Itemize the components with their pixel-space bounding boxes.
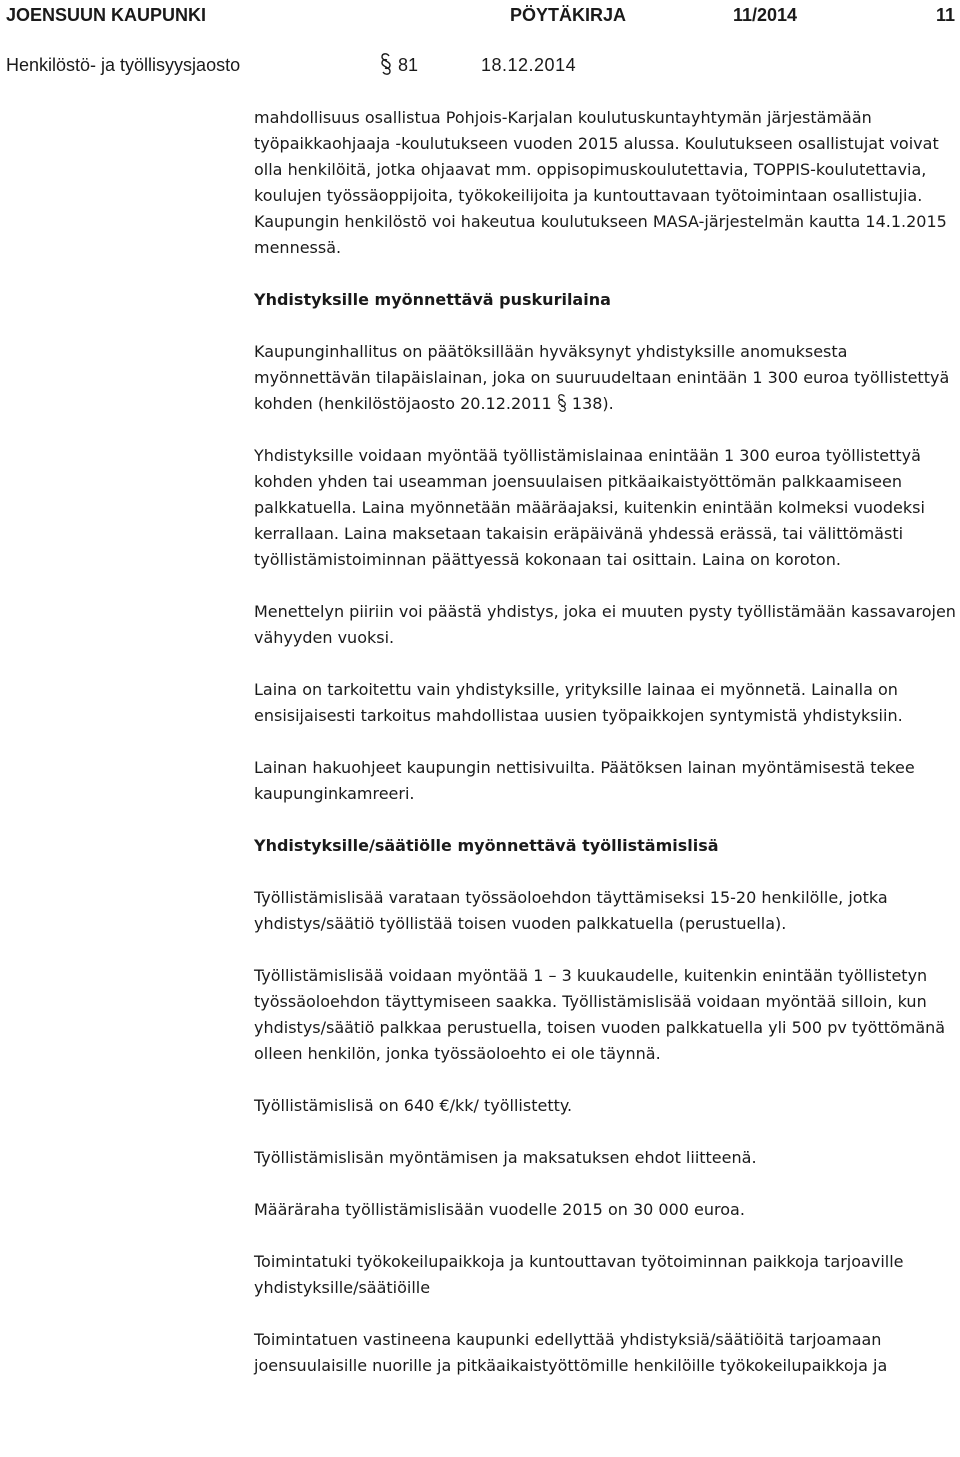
paragraph-operating-support: Toimintatuki työkokeilupaikkoja ja kuntouttavan työtoiminnan paikkoja tarjoaville yhdistyksille/säätiöille <box>254 1252 904 1297</box>
paragraph-bonus-amount: Työllistämislisä on 640 €/kk/ työllistetty. <box>254 1096 573 1115</box>
paragraph-loan-terms: Yhdistyksille voidaan myöntää työllistämislainaa enintään 1 300 euroa työllistettyä kohden yhden tai useamman joensuulaisen pitkäaikaistyöttömän palkkaamiseen palkkatuella. Laina myönnetään määräajaksi, kuitenkin enintään kolmeksi vuodeksi kerrallaan. Laina maksetaan takaisin eräpäivänä yhdessä erässä, tai välittömästi työllistämistoiminnan päättyessä kokonaan tai osittain. Laina on koroton. <box>254 446 925 569</box>
paragraph-loan-decision <box>254 339 956 417</box>
document-body <box>254 105 956 1379</box>
paragraph-loan-decision-text: Kaupunginhallitus on päätöksillään hyväksynyt yhdistyksille anomuksesta myönnettävän tilapäislainan, joka on suuruudeltaan enintään 1 300 euroa työllistettyä kohden (henkilöstöjaosto 20.12.2011 <box>254 342 950 413</box>
document-header <box>0 0 960 80</box>
paragraph-support-requirement: Toimintatuen vastineena kaupunki edellyttää yhdistyksiä/säätiöitä tarjoamaan joensuulaisille nuorille ja pitkäaikaistyöttömille henkilöille työkokeilupaikkoja ja <box>254 1330 888 1375</box>
header-row-top <box>0 3 960 27</box>
paragraph-training: mahdollisuus osallistua Pohjois-Karjalan koulutuskuntayhtymän järjestämään työpaikkaohjaaja -koulutukseen vuoden 2015 alussa. Koulutukseen osallistujat voivat olla henkilöitä, jotka ohjaavat mm. oppisopimuskoulutettavia, TOPPIS-koulutettavia, koulujen työssäoppijoita, työkokeilijoita ja kuntouttavaan työtoimintaan osallistujia. Kaupungin henkilöstö voi hakeutua koulutukseen MASA-järjestelmän kautta 14.1.2015 mennessä. <box>254 108 947 257</box>
paragraph-bonus-budget: Määräraha työllistämislisään vuodelle 2015 on 30 000 euroa. <box>254 1200 745 1219</box>
page-number: 11 <box>936 5 956 25</box>
paragraph-loan-decision-ref: 138). <box>571 394 614 413</box>
organization-name: JOENSUUN KAUPUNKI <box>6 5 207 25</box>
section-sign-icon <box>380 53 392 75</box>
paragraph-loan-instructions: Lainan hakuohjeet kaupungin nettisivuilta. Päätöksen lainan myöntämisestä tekee kaupunginkamreeri. <box>254 758 915 803</box>
department-name: Henkilöstö- ja työllisyysjaosto <box>6 55 241 75</box>
meeting-number: 11/2014 <box>733 5 798 25</box>
section-number: 81 <box>398 55 419 75</box>
heading-employment-bonus: Yhdistyksille/säätiölle myönnettävä työllistämislisä <box>254 836 719 855</box>
paragraph-bonus-conditions: Työllistämislisän myöntämisen ja maksatuksen ehdot liitteenä. <box>254 1148 757 1167</box>
paragraph-loan-purpose: Laina on tarkoitettu vain yhdistyksille, yrityksille lainaa ei myönnetä. Lainalla on ensisijaisesti tarkoitus mahdollistaa uusien työpaikkojen syntymistä yhdistyksiin. <box>254 680 903 725</box>
paragraph-bonus-reserve: Työllistämislisää varataan työssäoloehdon täyttämiseksi 15-20 henkilölle, jotka yhdistys/säätiö työllistää toisen vuoden palkkatuella (perustuella). <box>254 888 888 933</box>
document-type: PÖYTÄKIRJA <box>510 5 627 25</box>
heading-buffer-loan: Yhdistyksille myönnettävä puskurilaina <box>254 290 611 309</box>
paragraph-procedure: Menettelyn piiriin voi päästä yhdistys, joka ei muuten pysty työllistämään kassavarojen vähyyden vuoksi. <box>254 602 956 647</box>
meeting-date: 18.12.2014 <box>481 55 577 75</box>
section-reference <box>380 53 418 77</box>
paragraph-bonus-duration: Työllistämislisää voidaan myöntää 1 – 3 kuukaudelle, kuitenkin enintään työllistetyn työssäoloehdon täyttymiseen saakka. Työllistämislisää voidaan myöntää silloin, kun yhdistys/säätiö palkkaa perustuella, toisen vuoden palkkatuella yli 500 pv työttömänä olleen henkilön, jonka työssäoloehto ei ole täynnä. <box>254 966 946 1063</box>
section-sign-icon <box>557 394 567 412</box>
header-row-bottom <box>0 53 960 77</box>
